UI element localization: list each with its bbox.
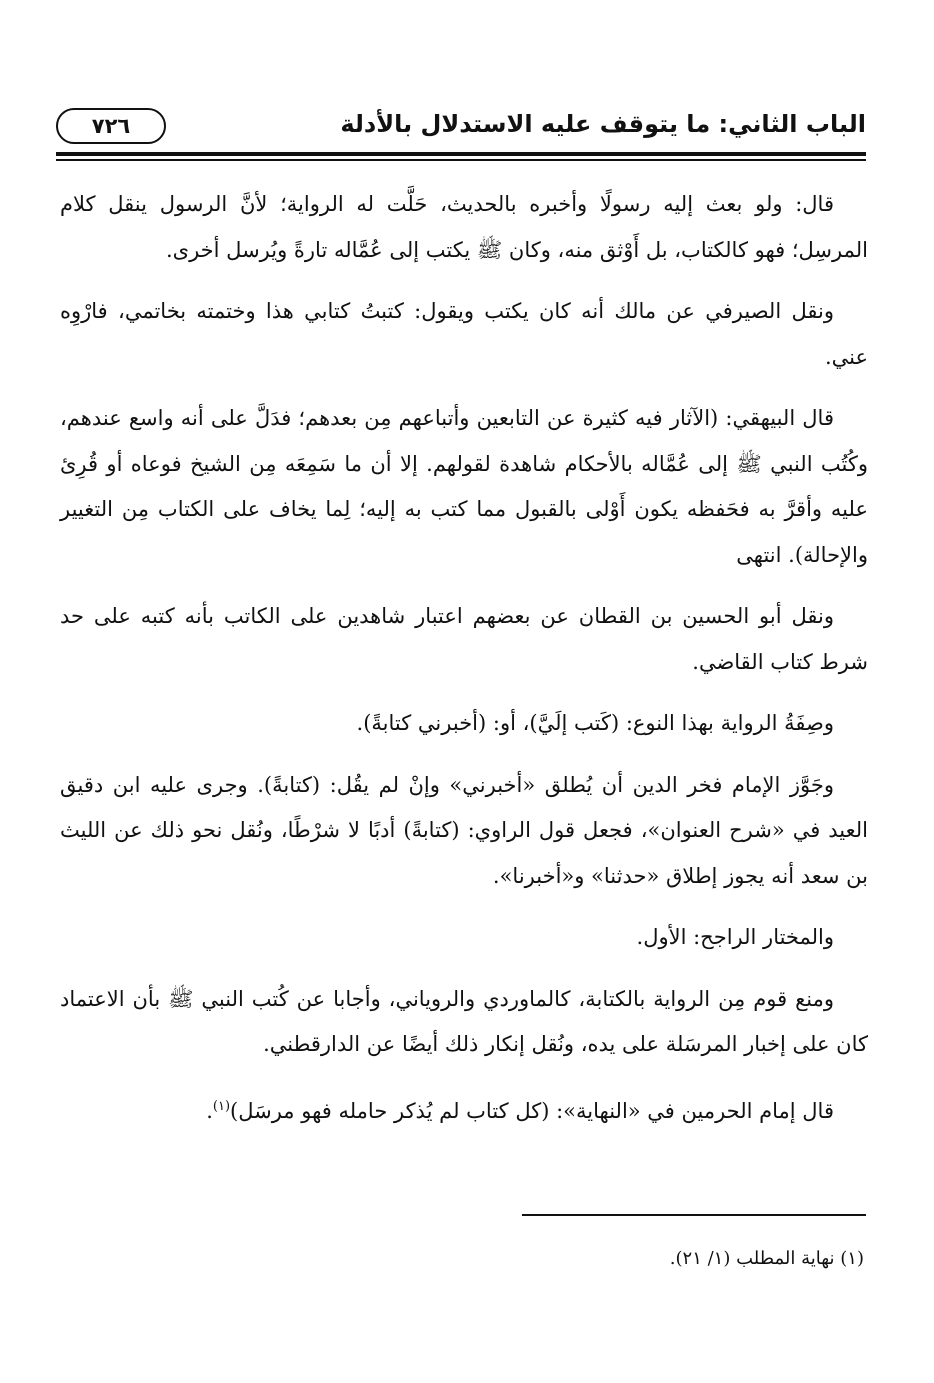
paragraph: قال البيهقي: (الآثار فيه كثيرة عن التابعين وأتباعهم مِن بعدهم؛ فدَلَّ على أنه واسع عندهم، وكُتُب النبي ﷺ إلى عُمَّاله بالأحكام شاهدة لقولهم. إلا أن ما سَمِعَه مِن الشيخ فوعاه أو قُرِئ عليه وأقرَّ به فحَفظه يكون أَوْلى بالقبول مما كتب به إليه؛ لِما يخاف على الكتاب مِن التغيير والإحالة). انتهى	[60, 406, 868, 567]
paragraph: وصِفَةُ الرواية بهذا النوع: (كَتب إلَيَّ)، أو: (أخبرني كتابةً).	[356, 711, 834, 735]
paragraph: ونقل الصيرفي عن مالك أنه كان يكتب ويقول: كتبتُ كتابي هذا وختمته بخاتمي، فارْوِه عني.	[60, 299, 868, 369]
footnote: (١) نهاية المطلب (١/ ٢١).	[669, 1248, 864, 1269]
page-number: ٧٢٦	[91, 114, 131, 138]
paragraph: قال: ولو بعث إليه رسولًا وأخبره بالحديث، حَلَّت له الرواية؛ لأنَّ الرسول ينقل كلام المرسِل؛ فهو كالكتاب، بل أَوْثق منه، وكان ﷺ يكتب إلى عُمَّاله تارةً ويُرسل أخرى.	[60, 192, 868, 262]
running-title: الباب الثاني: ما يتوقف عليه الاستدلال بالأدلة	[340, 110, 866, 138]
paragraph: والمختار الراجح: الأول.	[636, 925, 834, 949]
header-rule-thick	[56, 152, 866, 156]
main-text	[60, 182, 868, 1150]
last-paragraph-text: قال إمام الحرمين في «النهاية»: (كل كتاب لم يُذكر حامله فهو مرسَل)	[230, 1098, 834, 1123]
paragraph: وجَوَّز الإمام فخر الدين أن يُطلق «أخبرني» وإنْ لم يقُل: (كتابةً). وجرى عليه ابن دقيق العيد في «شرح العنوان»، فجعل قول الراوي: (كتابةً) أدبًا لا شرْطًا، ونُقل نحو ذلك عن الليث بن سعد أنه يجوز إطلاق «حدثنا» و«أخبرنا».	[60, 772, 868, 888]
paragraph: ومنع قوم مِن الرواية بالكتابة، كالماوردي والروياني، وأجابا عن كُتب النبي ﷺ بأن الاعتماد كان على إخبار المرسَلة على يده، ونُقل إنكار ذلك أيضًا عن الدارقطني.	[60, 986, 868, 1056]
paragraph: ونقل أبو الحسين بن القطان عن بعضهم اعتبار شاهدين على الكاتب بأنه كتبه على حد شرط كتاب القاضي.	[60, 604, 868, 674]
footnote-separator	[522, 1214, 866, 1216]
footnote-reference[interactable]: (١)	[212, 1098, 231, 1114]
header-rule-thin	[56, 159, 866, 161]
last-paragraph-end: .	[206, 1098, 213, 1123]
page-number-badge	[56, 108, 166, 144]
paragraph-last	[60, 1084, 868, 1135]
page-header	[56, 108, 866, 152]
